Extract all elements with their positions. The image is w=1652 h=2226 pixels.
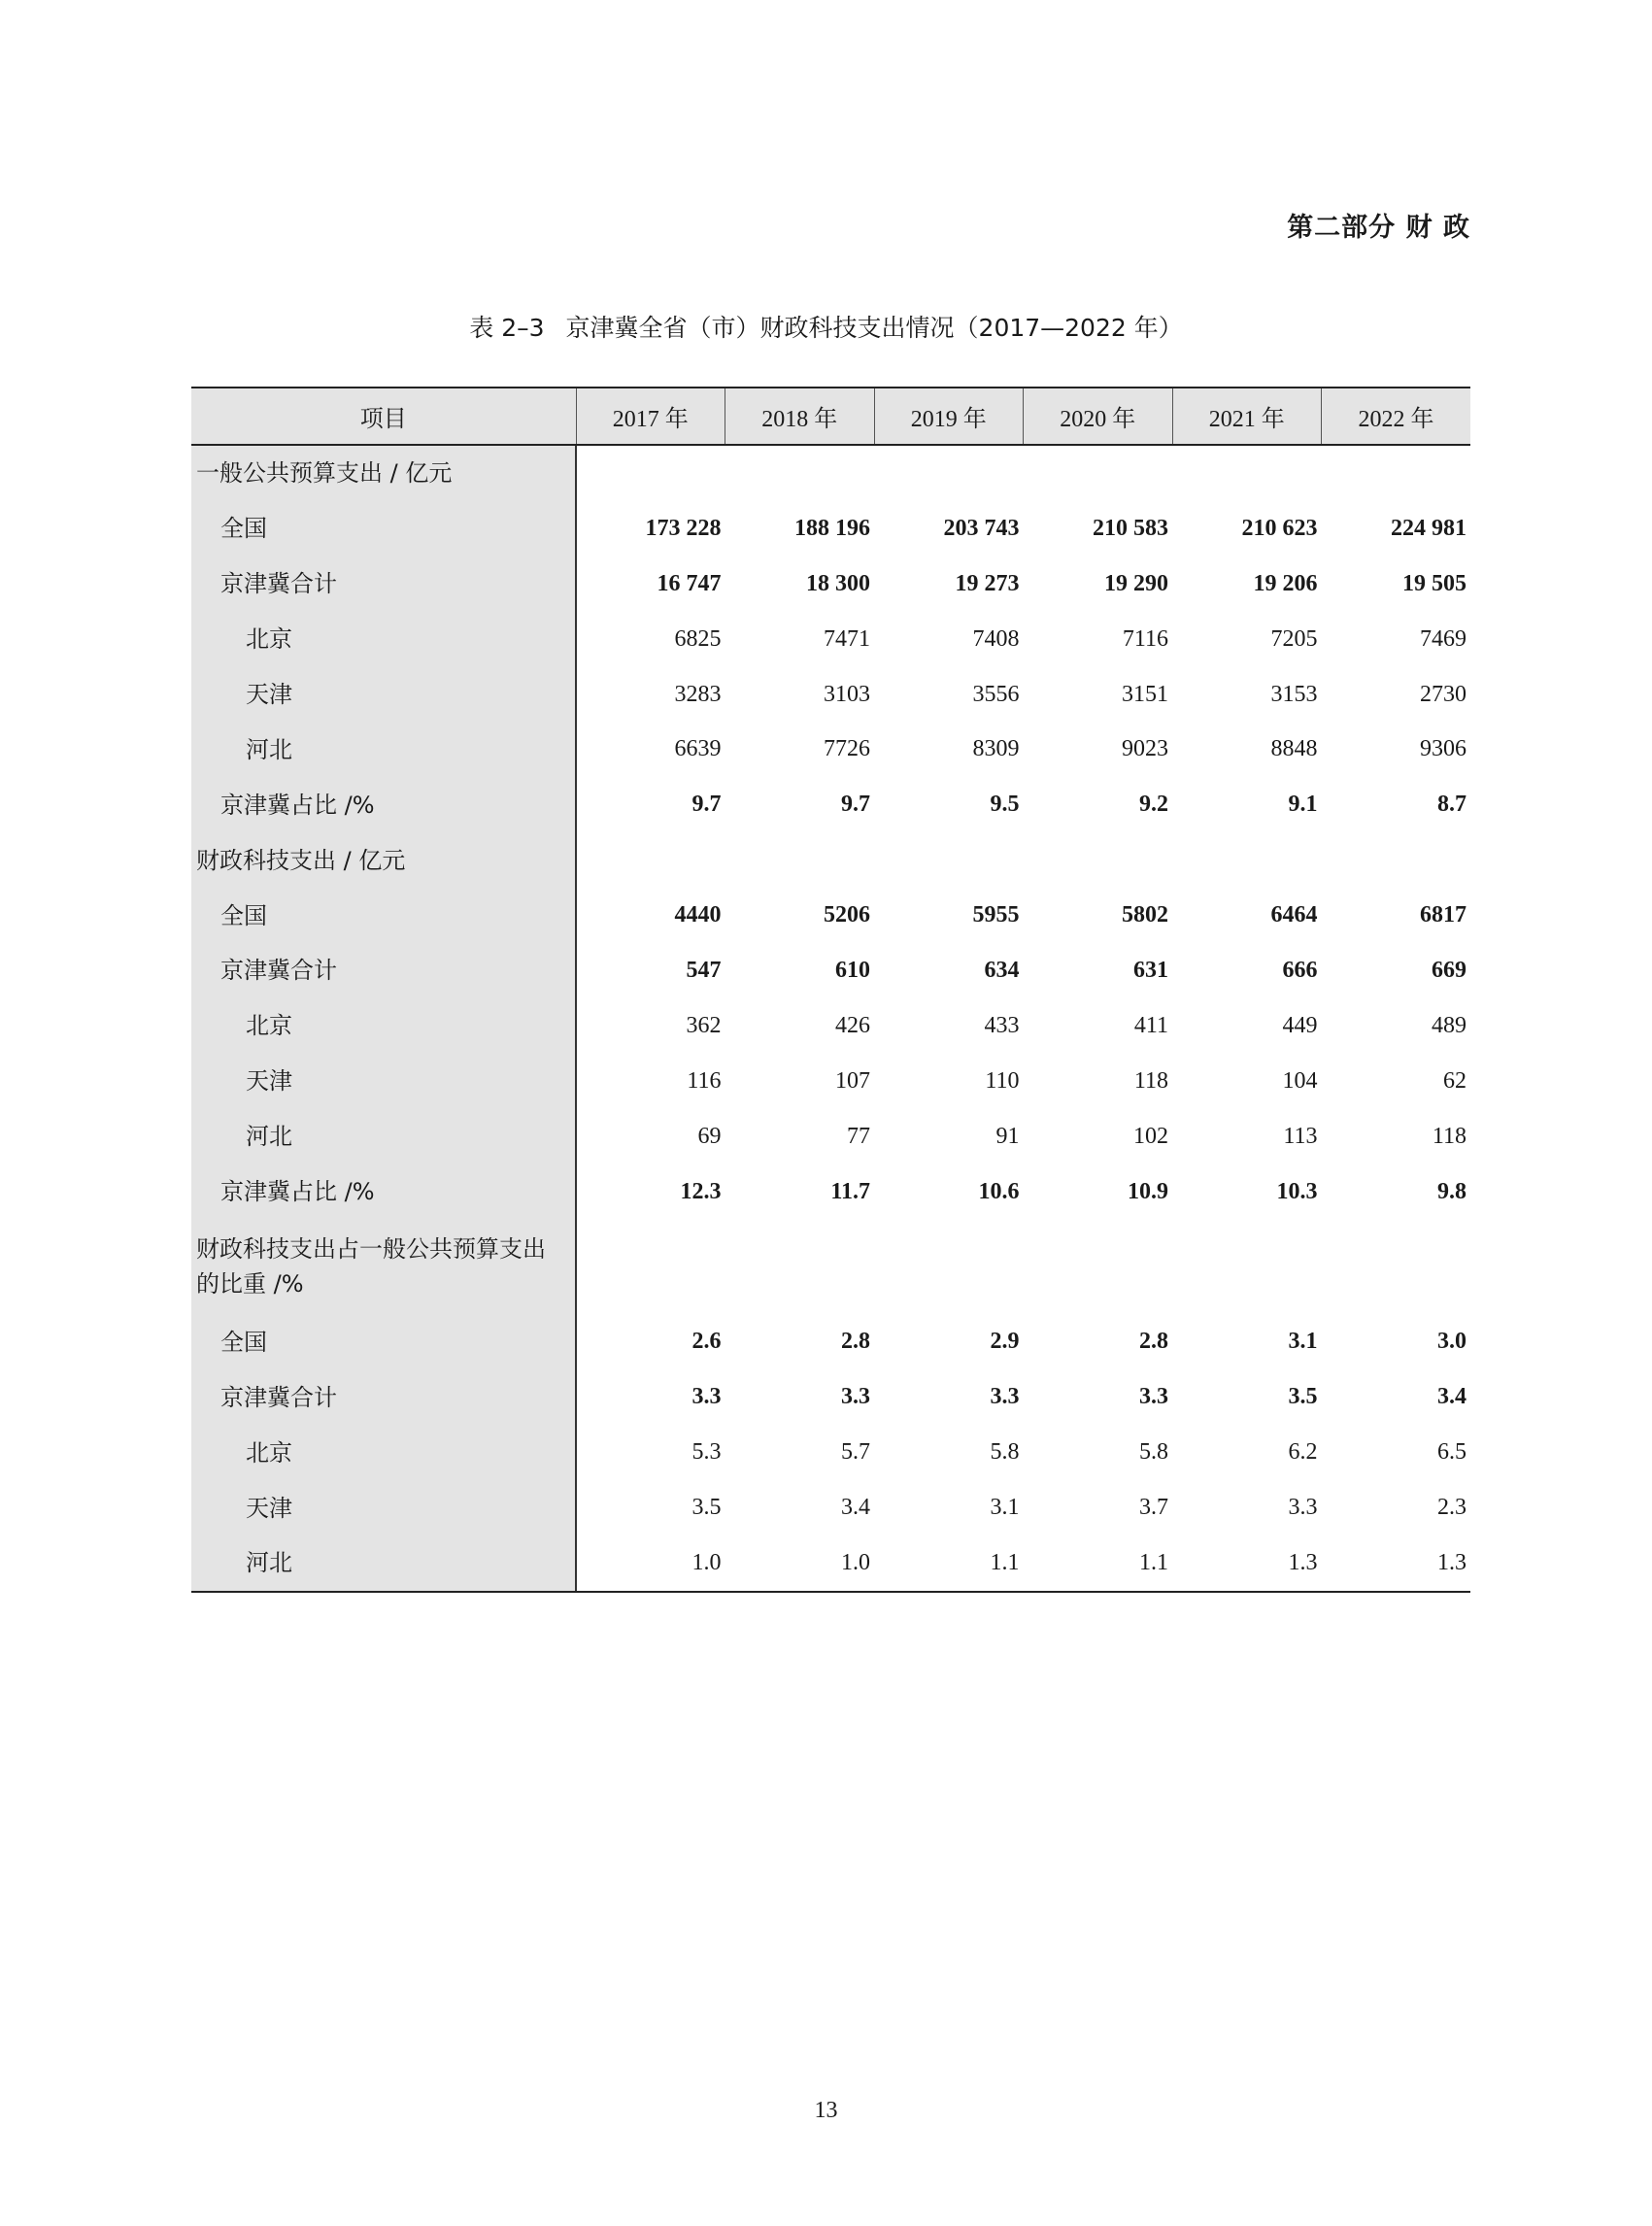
data-table <box>191 387 1470 1593</box>
row-label: 北京 <box>191 612 576 667</box>
value-cell: 3556 <box>972 681 1020 707</box>
value-cell: 547 <box>686 957 722 983</box>
value-cell: 610 <box>835 957 870 983</box>
value-cell: 3.1 <box>990 1495 1020 1521</box>
value-cell: 3283 <box>674 681 722 707</box>
row-label: 天津 <box>191 1480 576 1535</box>
value-cell: 6.2 <box>1288 1439 1318 1466</box>
value-cell: 210 623 <box>1241 515 1318 541</box>
row-label: 全国 <box>191 501 576 556</box>
table-row <box>191 1054 1470 1109</box>
value-cell: 188 196 <box>794 515 870 541</box>
value-cell: 10.3 <box>1276 1178 1318 1204</box>
value-cell: 1.3 <box>1322 1535 1471 1592</box>
column-header-2019: 2019 年 <box>874 388 1024 445</box>
table-row <box>191 1480 1470 1535</box>
value-cell: 5.7 <box>841 1439 870 1466</box>
value-cell <box>1172 1219 1322 1314</box>
value-cell <box>874 445 1024 501</box>
value-cell: 2.9 <box>990 1329 1020 1355</box>
table-row <box>191 832 1470 888</box>
value-cell: 7116 <box>1122 625 1168 652</box>
value-cell: 77 <box>847 1123 870 1149</box>
value-cell: 5.8 <box>990 1439 1020 1466</box>
value-cell: 5955 <box>972 902 1020 928</box>
row-label: 全国 <box>191 888 576 943</box>
value-cell <box>725 445 875 501</box>
row-label: 京津冀占比 /% <box>191 777 576 832</box>
value-cell: 489 <box>1432 1012 1467 1038</box>
value-cell: 3103 <box>824 681 870 707</box>
value-cell: 6639 <box>674 736 722 762</box>
table-title: 京津冀全省（市）财政科技支出情况（2017—2022 年） <box>565 314 1183 342</box>
table-caption <box>0 309 1652 344</box>
value-cell <box>1024 832 1173 888</box>
table-row <box>191 1535 1470 1592</box>
row-label: 全国 <box>191 1314 576 1369</box>
value-cell: 8848 <box>1270 736 1318 762</box>
value-cell: 411 <box>1133 1012 1168 1038</box>
column-header-2022: 2022 年 <box>1322 388 1471 445</box>
row-label: 河北 <box>191 1535 576 1592</box>
value-cell: 7205 <box>1270 625 1318 652</box>
value-cell: 104 <box>1282 1067 1318 1094</box>
value-cell: 1.3 <box>1172 1535 1322 1592</box>
value-cell: 9.8 <box>1437 1178 1467 1204</box>
value-cell: 11.7 <box>830 1178 870 1204</box>
table-row <box>191 445 1470 501</box>
value-cell: 16 747 <box>657 570 722 596</box>
row-label: 京津冀占比 /% <box>191 1164 576 1220</box>
row-label: 一般公共预算支出 / 亿元 <box>191 445 576 501</box>
row-label: 北京 <box>191 998 576 1054</box>
value-cell <box>874 1219 1024 1314</box>
value-cell: 2.8 <box>1139 1329 1168 1355</box>
column-header-2018: 2018 年 <box>725 388 875 445</box>
row-label: 河北 <box>191 1109 576 1164</box>
value-cell: 1.1 <box>1024 1535 1173 1592</box>
value-cell: 5.3 <box>691 1439 722 1466</box>
table-row <box>191 888 1470 943</box>
row-label: 财政科技支出占一般公共预算支出的比重 /% <box>191 1219 576 1314</box>
running-head: 第二部分 财 政 <box>1287 213 1470 243</box>
value-cell: 1.0 <box>576 1535 725 1592</box>
table-row <box>191 1109 1470 1164</box>
table-row <box>191 943 1470 998</box>
value-cell <box>1322 445 1471 501</box>
value-cell: 631 <box>1133 957 1168 983</box>
value-cell: 91 <box>995 1123 1020 1149</box>
value-cell: 9.5 <box>990 792 1020 818</box>
table-row <box>191 1314 1470 1369</box>
value-cell: 19 505 <box>1402 570 1467 596</box>
value-cell: 118 <box>1133 1067 1168 1094</box>
value-cell: 2.6 <box>691 1329 722 1355</box>
value-cell: 62 <box>1443 1067 1467 1094</box>
row-label: 北京 <box>191 1425 576 1480</box>
value-cell: 19 273 <box>955 570 1020 596</box>
table-row <box>191 612 1470 667</box>
value-cell: 69 <box>697 1123 722 1149</box>
table-row <box>191 1164 1470 1220</box>
value-cell: 3.3 <box>1139 1384 1168 1410</box>
value-cell: 449 <box>1282 1012 1318 1038</box>
value-cell: 6825 <box>674 625 722 652</box>
column-header-item: 项目 <box>191 388 576 445</box>
value-cell: 107 <box>835 1067 870 1094</box>
value-cell: 9.7 <box>691 792 722 818</box>
header-row <box>191 388 1470 445</box>
value-cell: 10.6 <box>978 1178 1020 1204</box>
table-row <box>191 722 1470 777</box>
value-cell: 2.3 <box>1437 1495 1467 1521</box>
value-cell: 3153 <box>1270 681 1318 707</box>
row-label: 财政科技支出 / 亿元 <box>191 832 576 888</box>
value-cell: 3.0 <box>1437 1329 1467 1355</box>
value-cell <box>1172 445 1322 501</box>
value-cell: 433 <box>984 1012 1020 1038</box>
value-cell: 634 <box>984 957 1020 983</box>
value-cell: 3.5 <box>691 1495 722 1521</box>
value-cell: 7469 <box>1420 625 1467 652</box>
table-row <box>191 501 1470 556</box>
value-cell <box>1024 1219 1173 1314</box>
value-cell: 3.5 <box>1288 1384 1318 1410</box>
row-label: 天津 <box>191 1054 576 1109</box>
value-cell: 224 981 <box>1391 515 1467 541</box>
value-cell: 2.8 <box>841 1329 870 1355</box>
value-cell: 203 743 <box>943 515 1020 541</box>
value-cell <box>576 445 725 501</box>
value-cell <box>1322 832 1471 888</box>
value-cell: 12.3 <box>680 1178 722 1204</box>
value-cell: 9.1 <box>1288 792 1318 818</box>
value-cell: 18 300 <box>806 570 870 596</box>
row-label: 京津冀合计 <box>191 556 576 612</box>
value-cell <box>874 832 1024 888</box>
value-cell: 3.3 <box>1288 1495 1318 1521</box>
value-cell: 3.3 <box>841 1384 870 1410</box>
value-cell <box>576 1219 725 1314</box>
table-row <box>191 667 1470 723</box>
table-number: 表 2–3 <box>469 314 545 342</box>
value-cell: 5802 <box>1122 902 1168 928</box>
value-cell: 8309 <box>972 736 1020 762</box>
value-cell: 102 <box>1133 1123 1168 1149</box>
table-row <box>191 998 1470 1054</box>
value-cell: 9023 <box>1122 736 1168 762</box>
value-cell: 19 290 <box>1104 570 1168 596</box>
page-number: 13 <box>814 2098 838 2123</box>
table-row <box>191 1425 1470 1480</box>
table-row <box>191 1219 1470 1314</box>
table-body <box>191 445 1470 1592</box>
value-cell <box>1024 445 1173 501</box>
value-cell: 426 <box>835 1012 870 1038</box>
value-cell: 3.4 <box>1437 1384 1467 1410</box>
value-cell: 5.8 <box>1139 1439 1168 1466</box>
value-cell: 116 <box>687 1067 722 1094</box>
value-cell: 8.7 <box>1437 792 1467 818</box>
column-header-2021: 2021 年 <box>1172 388 1322 445</box>
value-cell: 19 206 <box>1253 570 1318 596</box>
row-label: 河北 <box>191 722 576 777</box>
value-cell: 3.3 <box>990 1384 1020 1410</box>
value-cell: 3151 <box>1122 681 1168 707</box>
row-label: 京津冀合计 <box>191 1369 576 1425</box>
column-header-2020: 2020 年 <box>1024 388 1173 445</box>
value-cell: 362 <box>686 1012 722 1038</box>
table-row <box>191 556 1470 612</box>
value-cell: 1.1 <box>874 1535 1024 1592</box>
value-cell: 3.1 <box>1288 1329 1318 1355</box>
column-header-2017: 2017 年 <box>576 388 725 445</box>
value-cell: 7726 <box>824 736 870 762</box>
value-cell <box>576 832 725 888</box>
value-cell: 3.7 <box>1139 1495 1168 1521</box>
value-cell <box>725 1219 875 1314</box>
value-cell: 4440 <box>674 902 722 928</box>
value-cell: 3.4 <box>841 1495 870 1521</box>
value-cell: 10.9 <box>1128 1178 1168 1204</box>
value-cell: 118 <box>1432 1123 1467 1149</box>
value-cell: 3.3 <box>691 1384 722 1410</box>
value-cell: 2730 <box>1420 681 1467 707</box>
value-cell <box>1172 832 1322 888</box>
table-row <box>191 777 1470 832</box>
value-cell <box>1322 1219 1471 1314</box>
value-cell: 173 228 <box>645 515 722 541</box>
value-cell: 9.2 <box>1139 792 1168 818</box>
value-cell: 6464 <box>1270 902 1318 928</box>
value-cell <box>725 832 875 888</box>
table-row <box>191 1369 1470 1425</box>
value-cell: 669 <box>1432 957 1467 983</box>
value-cell: 5206 <box>824 902 870 928</box>
value-cell: 6817 <box>1420 902 1467 928</box>
value-cell: 1.0 <box>725 1535 875 1592</box>
value-cell: 210 583 <box>1093 515 1168 541</box>
value-cell: 666 <box>1282 957 1318 983</box>
value-cell: 113 <box>1283 1123 1318 1149</box>
value-cell: 9306 <box>1420 736 1467 762</box>
value-cell: 7408 <box>972 625 1020 652</box>
value-cell: 110 <box>985 1067 1020 1094</box>
row-label: 天津 <box>191 667 576 723</box>
value-cell: 9.7 <box>841 792 870 818</box>
row-label: 京津冀合计 <box>191 943 576 998</box>
value-cell: 7471 <box>824 625 870 652</box>
value-cell: 6.5 <box>1437 1439 1467 1466</box>
